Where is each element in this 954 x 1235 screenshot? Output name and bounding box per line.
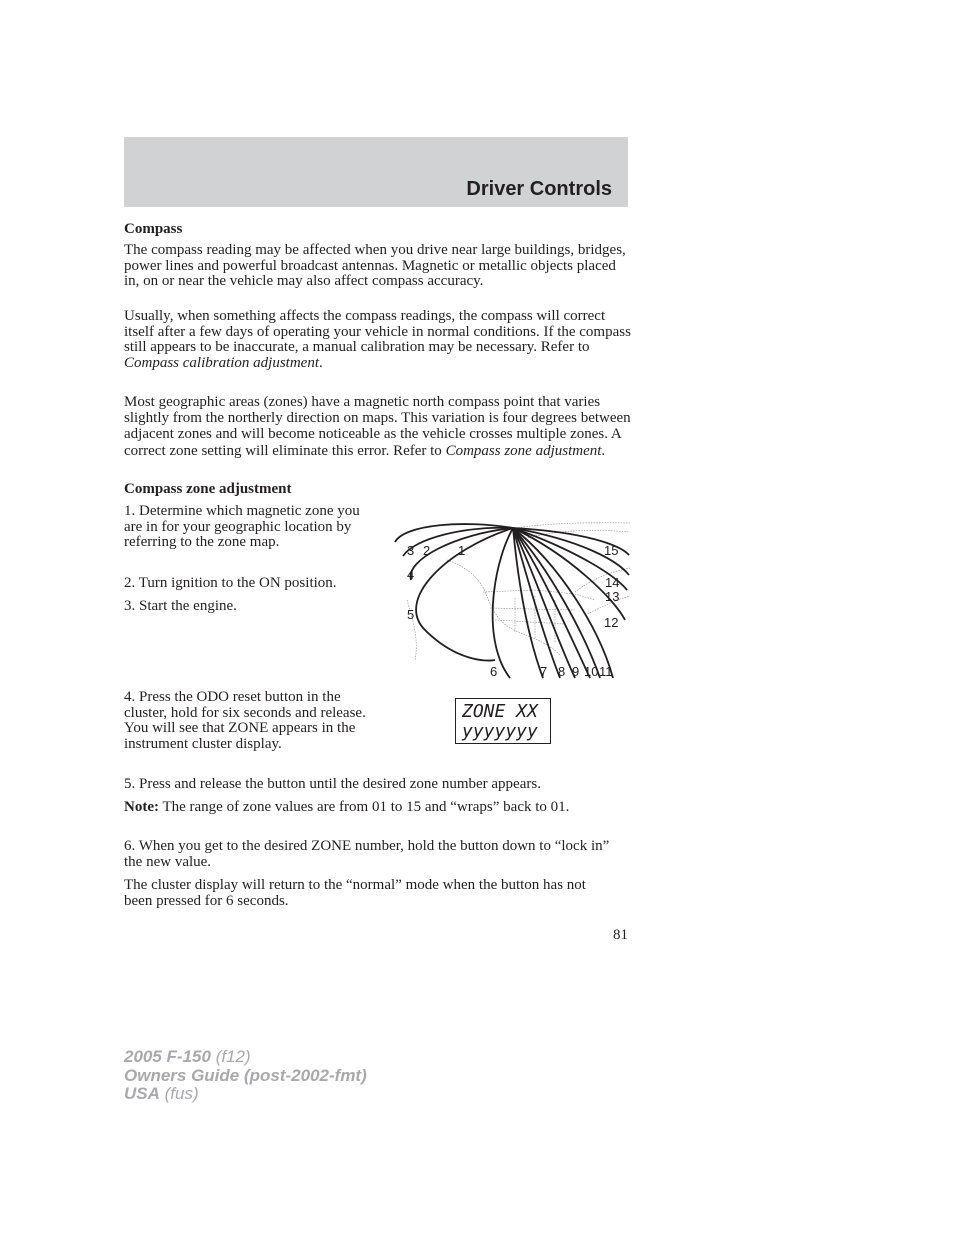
cluster-display bbox=[455, 698, 551, 744]
zone-adjustment-heading: Compass zone adjustment bbox=[124, 481, 292, 497]
zone-label-11: 11 bbox=[599, 664, 613, 679]
zone-label-14: 14 bbox=[605, 575, 620, 590]
zone-numbers bbox=[407, 543, 619, 679]
closing-paragraph: The cluster display will return to the “normal” mode when the button has not been pressed for 6 seconds. bbox=[124, 877, 586, 909]
zone-label-8: 8 bbox=[558, 664, 566, 679]
map-outline bbox=[407, 523, 630, 660]
step-2: 2. Turn ignition to the ON position. bbox=[124, 575, 337, 591]
paragraph-self-correct: Usually, when something affects the compass readings, the compass will correct itself after a few days of operating your vehicle in normal conditions. If the compass still appears to be inaccurate, a manual calibration may be necessary. Refer to Compass calibration adjustment. bbox=[124, 308, 631, 371]
display-line-2: yyyyyyy bbox=[462, 721, 538, 742]
magnetic-zone-map bbox=[385, 520, 631, 682]
step-6: 6. When you get to the desired ZONE number, hold the button down to “lock in” the new value. bbox=[124, 838, 610, 870]
zone-label-13: 13 bbox=[605, 589, 620, 604]
zone-label-1: 1 bbox=[458, 543, 466, 558]
page-number: 81 bbox=[613, 927, 628, 943]
step-3: 3. Start the engine. bbox=[124, 598, 237, 614]
display-line-1: ZONE XX bbox=[462, 701, 538, 722]
paragraph-zones: Most geographic areas (zones) have a magnetic north compass point that varies slightly from the northerly direction on maps. This variation is four degrees between adjacent zones and will become noticeable as the vehicle crosses multiple zones. A correct zone setting will eliminate this error. Refer to Compass zone adjustment. bbox=[124, 394, 631, 459]
zone-label-9: 9 bbox=[572, 664, 580, 679]
calibration-reference: Compass calibration adjustment bbox=[124, 354, 320, 371]
zone-label-6: 6 bbox=[490, 664, 498, 679]
zone-label-7: 7 bbox=[540, 664, 548, 679]
zone-label-3: 3 bbox=[407, 543, 415, 558]
zone-label-15: 15 bbox=[604, 543, 619, 558]
step-5: 5. Press and release the button until the desired zone number appears. bbox=[124, 776, 541, 792]
note: Note: The range of zone values are from 01 to 15 and “wraps” back to 01. bbox=[124, 799, 570, 815]
section-title: Driver Controls bbox=[466, 178, 612, 200]
step-1: 1. Determine which magnetic zone you are in for your geographic location by referring to the zone map. bbox=[124, 503, 360, 551]
footer-line-2: Owners Guide (post-2002-fmt) bbox=[124, 1065, 367, 1085]
zone-label-10: 10 bbox=[584, 664, 599, 679]
note-label: Note: bbox=[124, 799, 159, 815]
compass-heading: Compass bbox=[124, 221, 183, 237]
footer-line-3: USA (fus) bbox=[124, 1084, 199, 1103]
footer-line-1: 2005 F-150 (f12) bbox=[124, 1047, 251, 1066]
step-4: 4. Press the ODO reset button in the cluster, hold for six seconds and release. You will see that ZONE appears in the instrument cluster display. bbox=[124, 689, 366, 752]
zone-label-5: 5 bbox=[407, 607, 415, 622]
paragraph-compass-accuracy: The compass reading may be affected when you drive near large buildings, bridges, power lines and powerful broadcast antennas. Magnetic or metallic objects placed in, on or near the vehicle may also affect compass accuracy. bbox=[124, 242, 626, 290]
header-band bbox=[124, 137, 628, 207]
document-footer bbox=[124, 1048, 367, 1104]
zone-adjustment-reference: Compass zone adjustment bbox=[445, 442, 602, 459]
zone-label-12: 12 bbox=[604, 615, 619, 630]
zone-label-2: 2 bbox=[423, 543, 431, 558]
zone-label-4: 4 bbox=[407, 567, 415, 582]
